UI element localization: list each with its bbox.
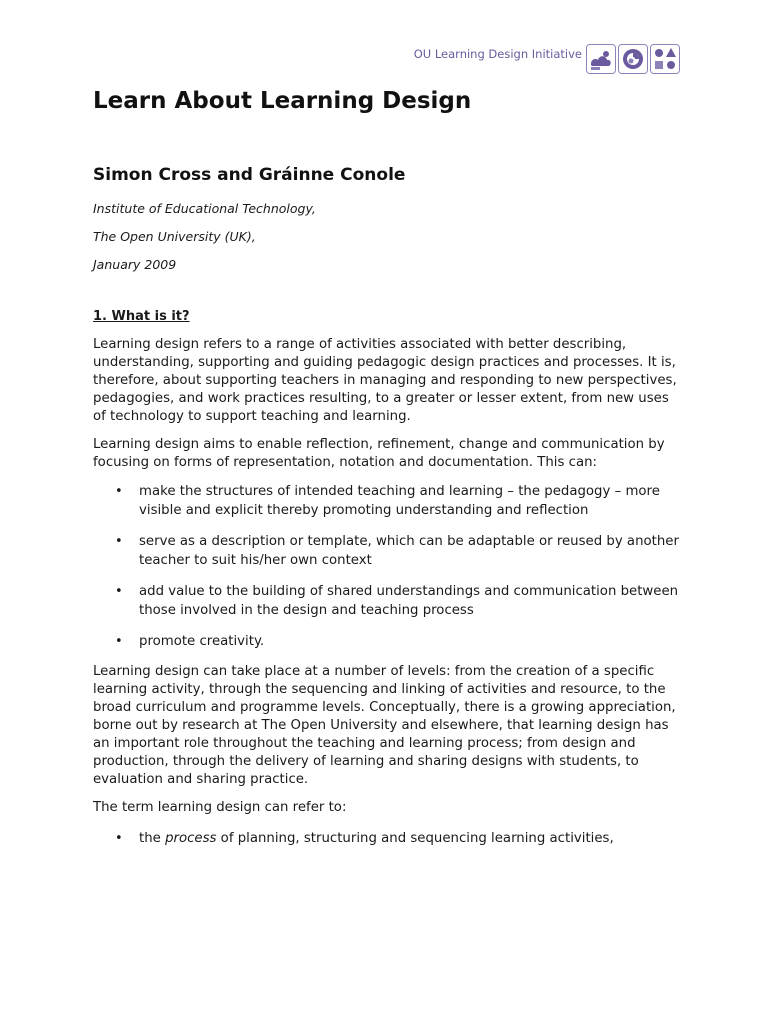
shapes-grid-icon bbox=[650, 44, 680, 74]
header-text: OU Learning Design Initiative bbox=[413, 47, 582, 61]
paragraph-1: Learning design refers to a range of activities associated with better describing, understanding, supporting and guiding pedagogic design practices and processes. It is, therefore, about supporting teachers in managing and responding to new perspectives, pedagogies, and work practices resulting, to a greater or lesser extent, from new uses of technology to support teaching and learning. bbox=[93, 337, 677, 424]
term-emphasis: process bbox=[165, 831, 217, 846]
paragraph-4: The term learning design can refer to: bbox=[93, 800, 347, 815]
list-item: • add value to the building of shared understandings and communication between those involved in the design and teaching process bbox=[115, 584, 679, 618]
page-header bbox=[413, 44, 680, 78]
authors: Simon Cross and Gráinne Conole bbox=[93, 165, 406, 185]
affiliation-institute: Institute of Educational Technology, bbox=[93, 201, 316, 216]
list-item: • the process of planning, structuring and sequencing learning activities, bbox=[115, 831, 614, 846]
paragraph-3: Learning design can take place at a number of levels: from the creation of a specific learning activity, through the sequencing and linking of activities and resource, to the broad curriculum and programme levels. Conceptually, there is a growing appreciation, borne out by research at The Open University and elsewhere, that learning design has an important role throughout the teaching and learning process; from design and production, through the delivery of learning and sharing designs with students, to evaluation and sharing practice. bbox=[93, 664, 676, 787]
bullet-list bbox=[93, 482, 683, 651]
hands-cloud-icon bbox=[586, 44, 616, 74]
list-item: • promote creativity. bbox=[115, 634, 265, 649]
term-bullet-list bbox=[93, 829, 683, 848]
circle-swirl-icon bbox=[618, 44, 648, 74]
publication-date: January 2009 bbox=[93, 257, 177, 272]
section-heading: 1. What is it? bbox=[93, 309, 190, 324]
list-item: • make the structures of intended teaching and learning – the pedagogy – more visible and explicit thereby promoting understanding and reflection bbox=[115, 484, 660, 518]
document-content bbox=[93, 86, 683, 860]
paragraph-2: Learning design aims to enable reflection, refinement, change and communication by focusing on forms of representation, notation and documentation. This can: bbox=[93, 437, 665, 470]
list-item: • serve as a description or template, which can be adaptable or reused by another teacher to suit his/her own context bbox=[115, 534, 679, 568]
header-logos bbox=[586, 44, 680, 74]
document-title: Learn About Learning Design bbox=[93, 88, 472, 114]
affiliation-university: The Open University (UK), bbox=[93, 229, 256, 244]
